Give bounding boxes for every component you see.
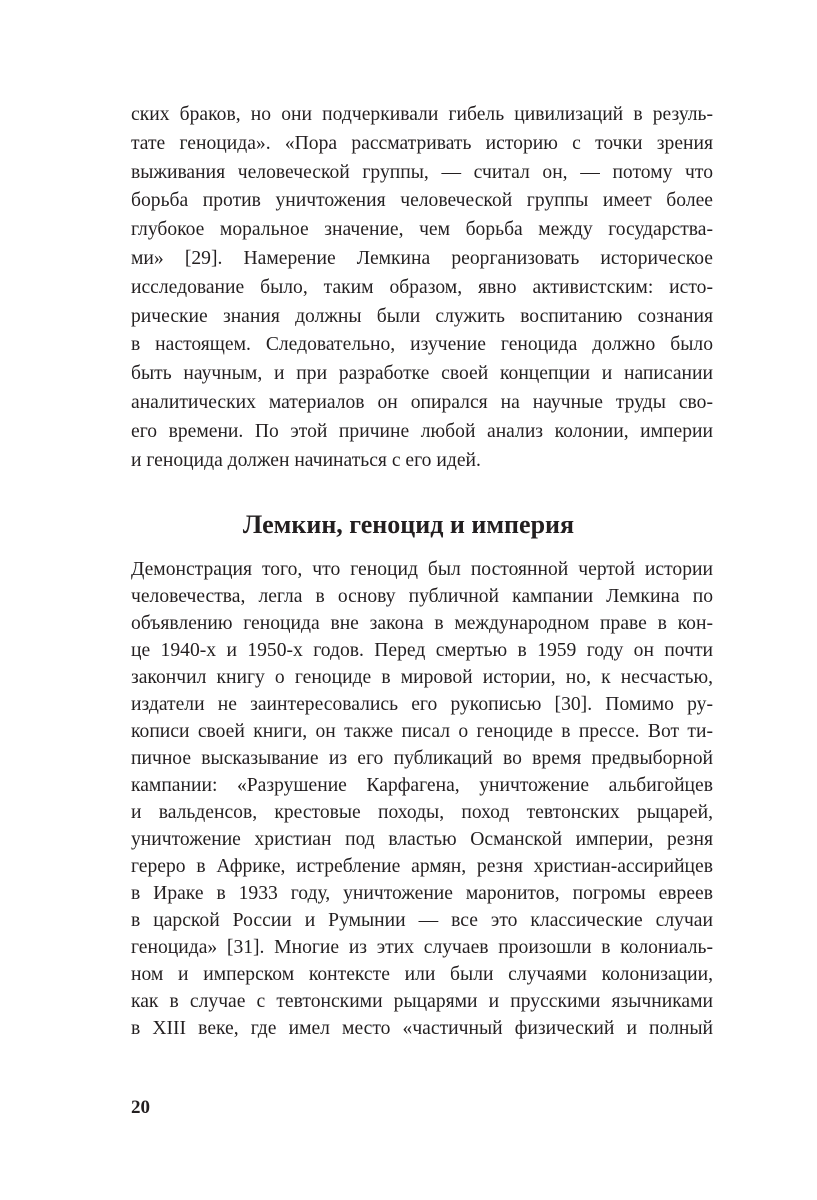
paragraph-1 xyxy=(131,101,713,475)
text-line: рические знания должны были служить воспитанию сознания xyxy=(131,305,713,327)
text-line: в XIII веке, где имел место «частичный физический и полный xyxy=(131,1018,713,1039)
text-line: це 1940-х и 1950-х годов. Перед смертью в 1959 году он почти xyxy=(131,640,713,661)
text-line: глубокое моральное значение, чем борьба между государства- xyxy=(131,219,713,241)
text-line: и геноцида должен начинаться с его идей. xyxy=(131,449,481,471)
text-line: быть научным, и при разработке своей концепции и написании xyxy=(131,363,713,385)
text-line: аналитических материалов он опирался на научные труды сво- xyxy=(131,391,713,413)
text-line: исследование было, таким образом, явно активистским: исто- xyxy=(131,276,713,298)
text-line: уничтожение христиан под властью Османской империи, резня xyxy=(131,829,713,850)
text-line: в Ираке в 1933 году, уничтожение маронитов, погромы евреев xyxy=(131,883,713,904)
page-number: 20 xyxy=(131,1097,150,1118)
text-line: ми» [29]. Намерение Лемкина реорганизовать историческое xyxy=(131,247,713,269)
paragraph-2 xyxy=(131,556,713,1042)
section-heading: Лемкин, геноцид и империя xyxy=(242,510,575,539)
text-line: геноцида» [31]. Многие из этих случаев произошли в колониаль- xyxy=(131,937,713,958)
text-line: издатели не заинтересовались его рукописью [30]. Помимо ру- xyxy=(131,694,713,715)
text-line: ном и имперском контексте или были случаями колонизации, xyxy=(131,964,713,985)
text-line: человечества, легла в основу публичной кампании Лемкина по xyxy=(131,586,713,607)
text-line: объявлению геноцида вне закона в международном праве в кон- xyxy=(131,613,713,634)
text-line: гереро в Африке, истребление армян, резня христиан-ассирийцев xyxy=(131,856,713,877)
text-line: выживания человеческой группы, — считал он, — потому что xyxy=(131,161,713,183)
text-line: закончил книгу о геноциде в мировой истории, но, к несчастью, xyxy=(131,667,713,688)
text-line: тате геноцида». «Пора рассматривать историю с точки зрения xyxy=(131,132,713,154)
text-line: его времени. По этой причине любой анализ колонии, империи xyxy=(131,420,713,442)
text-line: борьба против уничтожения человеческой группы имеет более xyxy=(131,190,713,212)
text-line: и вальденсов, крестовые походы, поход тевтонских рыцарей, xyxy=(131,802,713,823)
text-line: кописи своей книги, он также писал о геноциде в прессе. Вот ти- xyxy=(131,721,713,742)
text-line: кампании: «Разрушение Карфагена, уничтожение альбигойцев xyxy=(131,775,713,796)
text-line: как в случае с тевтонскими рыцарями и прусскими язычниками xyxy=(131,991,713,1012)
text-line: пичное высказывание из его публикаций во время предвыборной xyxy=(131,748,713,769)
text-line: в настоящем. Следовательно, изучение геноцида должно было xyxy=(131,334,713,356)
text-line: в царской России и Румынии — все это классические случаи xyxy=(131,910,713,931)
text-line: Демонстрация того, что геноцид был постоянной чертой истории xyxy=(131,559,713,580)
text-line: ских браков, но они подчеркивали гибель цивилизаций в резуль- xyxy=(131,104,713,125)
